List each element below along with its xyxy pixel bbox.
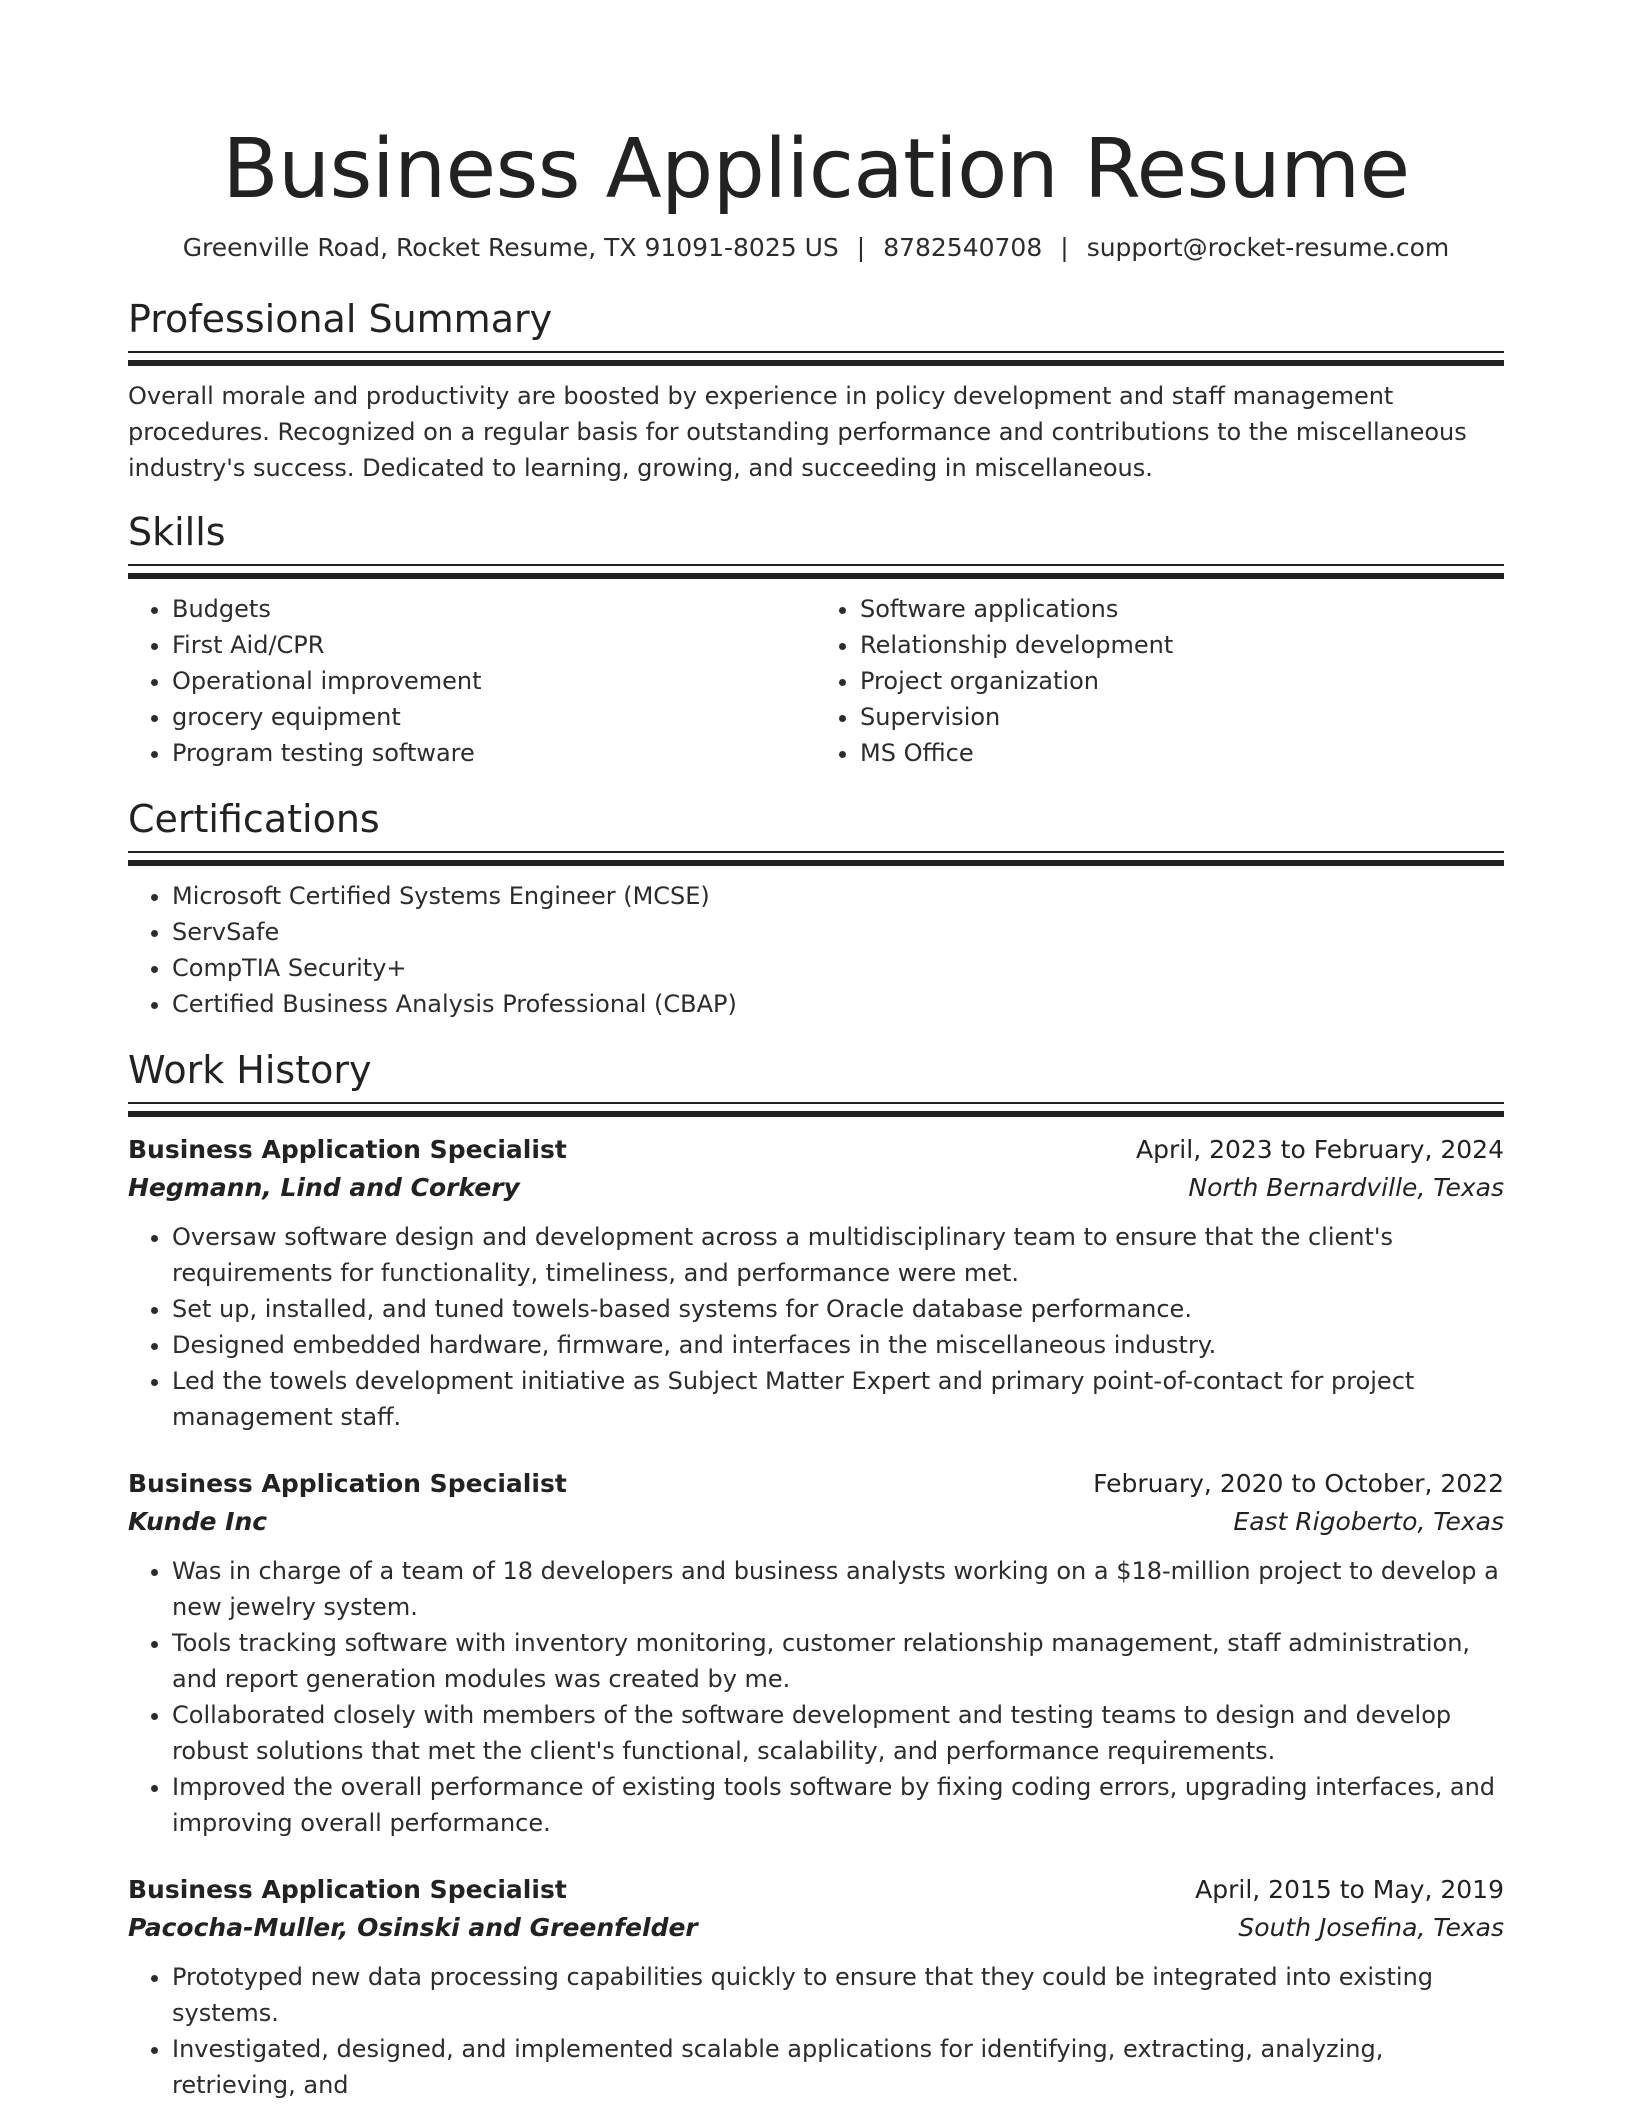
certifications-list [128,878,1504,1022]
job-title: Business Application Specialist [128,1469,567,1498]
job-bullet: • Improved the overall performance of existing tools software by fixing coding errors, upgrading interfaces, and improving overall performance. [172,1769,1504,1841]
skill-item: • Relationship development [860,627,1504,663]
certification-item: • ServSafe [172,914,1504,950]
job-company: Hegmann, Lind and Corkery [128,1173,520,1202]
job-bullet-list [128,1553,1504,1841]
contact-line [128,230,1504,266]
job-company-row [128,1169,1504,1207]
summary-section [128,295,1504,486]
skill-item: • grocery equipment [172,699,816,735]
contact-address: Greenville Road, Rocket Resume, TX 91091-8025 US [182,233,839,262]
job-header-row [128,1465,1504,1503]
summary-text: Overall morale and productivity are boosted by experience in policy development and staff management procedures. Recognized on a regular basis for outstanding performance and contributions to the miscellaneous industry's success. Dedicated to learning, growing, and succeeding in miscellaneous. [128,382,1467,482]
job-title: Business Application Specialist [128,1135,567,1164]
job-location: North Bernardville, Texas [1188,1173,1504,1202]
job-bullet: • Was in charge of a team of 18 developers and business analysts working on a $18-million project to develop a new jewelry system. [172,1553,1504,1625]
work-history-heading: Work History [128,1048,372,1092]
contact-separator: | [1060,233,1069,262]
job-company: Pacocha-Muller, Osinski and Greenfelder [128,1913,698,1942]
job-dates: April, 2023 to February, 2024 [1136,1135,1504,1164]
job-company-row [128,1909,1504,1947]
certifications-heading: Certifications [128,797,380,841]
job-location: East Rigoberto, Texas [1233,1507,1504,1536]
job-header-row [128,1871,1504,1909]
job-entry [128,1871,1504,2103]
resume-page [128,0,1504,2103]
skills-right-list [816,591,1504,771]
job-bullet: • Set up, installed, and tuned towels-based systems for Oracle database performance. [172,1291,1504,1327]
work-history-section [128,1046,1504,2103]
resume-title: Business Application Resume [222,122,1410,217]
job-location: South Josefina, Texas [1238,1913,1504,1942]
job-entry [128,1131,1504,1435]
job-bullet: • Led the towels development initiative as Subject Matter Expert and primary point-of-contact for project management staff. [172,1363,1504,1435]
summary-heading: Professional Summary [128,297,553,341]
skill-item: • First Aid/CPR [172,627,816,663]
contact-email[interactable]: support@rocket-resume.com [1086,233,1450,262]
section-divider [128,351,1504,366]
skill-item: • Program testing software [172,735,816,771]
skill-item: • MS Office [860,735,1504,771]
certification-item: • Certified Business Analysis Professional (CBAP) [172,986,1504,1022]
certification-item: • CompTIA Security+ [172,950,1504,986]
contact-separator: | [856,233,866,262]
skills-section [128,508,1504,771]
job-bullet: • Prototyped new data processing capabilities quickly to ensure that they could be integrated into existing systems. [172,1959,1504,2031]
skill-item: • Software applications [860,591,1504,627]
job-company-row [128,1503,1504,1541]
skills-left-list [128,591,816,771]
skill-item: • Operational improvement [172,663,816,699]
skills-heading: Skills [128,510,226,554]
job-entry [128,1465,1504,1841]
section-divider [128,1102,1504,1117]
job-title: Business Application Specialist [128,1875,567,1904]
job-company: Kunde Inc [128,1507,268,1536]
job-dates: February, 2020 to October, 2022 [1093,1469,1504,1498]
section-divider [128,564,1504,579]
certification-item: • Microsoft Certified Systems Engineer (MCSE) [172,878,1504,914]
job-bullet: • Designed embedded hardware, firmware, and interfaces in the miscellaneous industry. [172,1327,1504,1363]
section-divider [128,851,1504,866]
job-header-row [128,1131,1504,1169]
skill-item: • Project organization [860,663,1504,699]
job-bullet: • Tools tracking software with inventory monitoring, customer relationship management, staff administration, and report generation modules was created by me. [172,1625,1504,1697]
certifications-section [128,795,1504,1022]
job-dates: April, 2015 to May, 2019 [1195,1875,1504,1904]
job-bullet-list [128,1959,1504,2103]
contact-phone: 8782540708 [883,233,1043,262]
skills-grid [128,591,1504,771]
skill-item: • Budgets [172,591,816,627]
job-bullet: • Investigated, designed, and implemented scalable applications for identifying, extracting, analyzing, retrieving, and [172,2031,1504,2103]
job-bullet: • Oversaw software design and development across a multidisciplinary team to ensure that the client's requirements for functionality, timeliness, and performance were met. [172,1219,1504,1291]
job-bullet-list [128,1219,1504,1435]
job-bullet: • Collaborated closely with members of the software development and testing teams to design and develop robust solutions that met the client's functional, scalability, and performance requirements. [172,1697,1504,1769]
skill-item: • Supervision [860,699,1504,735]
